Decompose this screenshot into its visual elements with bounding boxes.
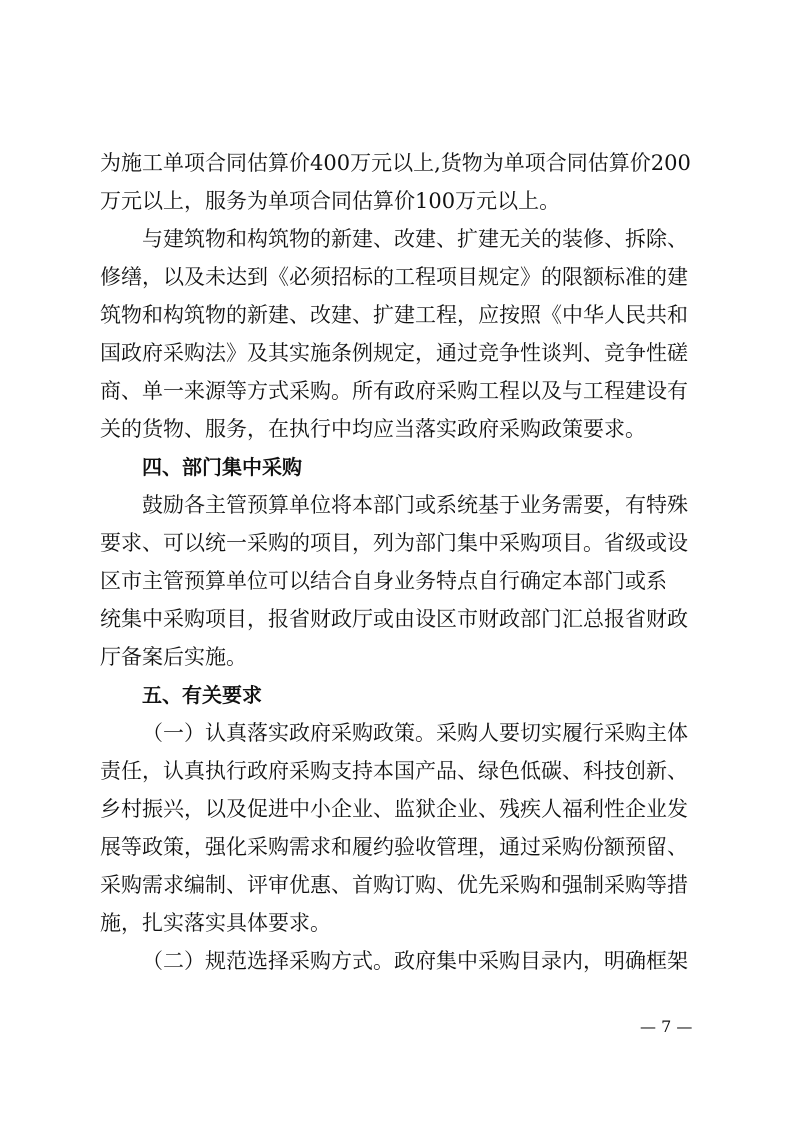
body-line: 施，扎实落实具体要求。 (100, 911, 331, 935)
document-body (100, 144, 700, 980)
body-line: 筑物和构筑物的新建、改建、扩建工程，应按照《中华人民共和 (100, 303, 688, 327)
body-line: 乡村振兴，以及促进中小企业、监狱企业、残疾人福利性企业发 (100, 797, 688, 821)
paragraph-start-line: 与建筑物和构筑物的新建、改建、扩建无关的装修、拆除、 (142, 227, 688, 251)
page-number: — 7 — (640, 1017, 693, 1036)
body-line: 要求、可以统一采购的项目，列为部门集中采购项目。省级或设 (100, 531, 688, 555)
body-line: 为施工单项合同估算价400万元以上,货物为单项合同估算价200 (100, 151, 691, 175)
paragraph-start-line: 鼓励各主管预算单位将本部门或系统基于业务需要，有特殊 (142, 493, 688, 517)
body-line: 统集中采购项目，报省财政厅或由设区市财政部门汇总报省财政 (100, 607, 688, 631)
body-line: 责任，认真执行政府采购支持本国产品、绿色低碳、科技创新、 (100, 759, 688, 783)
body-line: 修缮，以及未达到《必须招标的工程项目规定》的限额标准的建 (100, 265, 688, 289)
body-line: 关的货物、服务，在执行中均应当落实政府采购政策要求。 (100, 417, 646, 441)
body-line: 国政府采购法》及其实施条例规定，通过竞争性谈判、竞争性磋 (100, 341, 688, 365)
body-line: 万元以上，服务为单项合同估算价100万元以上。 (100, 189, 561, 213)
paragraph-start-line: （一）认真落实政府采购政策。采购人要切实履行采购主体 (142, 721, 688, 745)
section-heading: 五、有关要求 (142, 683, 262, 707)
paragraph-start-line: （二）规范选择采购方式。政府集中采购目录内，明确框架 (142, 949, 688, 973)
body-line: 采购需求编制、评审优惠、首购订购、优先采购和强制采购等措 (100, 873, 688, 897)
body-line: 厅备案后实施。 (100, 645, 247, 669)
section-heading: 四、部门集中采购 (142, 455, 302, 479)
body-line: 商、单一来源等方式采购。所有政府采购工程以及与工程建设有 (100, 379, 688, 403)
body-line: 展等政策，强化采购需求和履约验收管理，通过采购份额预留、 (100, 835, 688, 859)
body-line: 区市主管预算单位可以结合自身业务特点自行确定本部门或系 (100, 569, 667, 593)
